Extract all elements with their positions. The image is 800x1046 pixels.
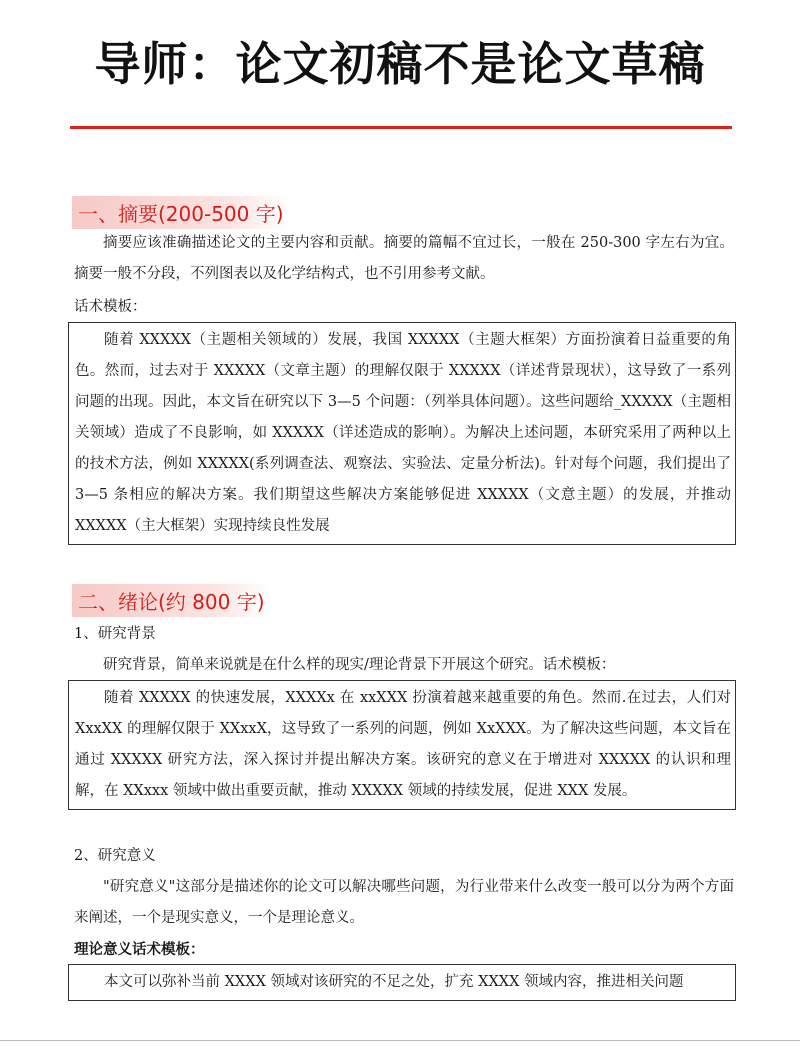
abstract-template-label: 话术模板：: [74, 299, 147, 315]
title-divider: [70, 126, 732, 129]
theory-template-box: 本文可以弥补当前 XXXX 领域对该研究的不足之处，扩充 XXXX 领域内容，推进相关问题: [68, 964, 736, 1001]
page-title: 导师：论文初稿不是论文草稿: [94, 37, 706, 91]
section-heading-abstract: 一、摘要(200-500 字): [72, 196, 290, 229]
background-template-box: 随着 XXXXX 的快速发展，XXXXx 在 xxXXX 扮演着越来越重要的角色。然而.在过去，人们对 XxxXX 的理解仅限于 XXxxX，这导致了一系列的问题，例如 XxXXX。为了解决这些问题，本文旨在通过 XXXXX 研究方法，深入探讨并提出解决方案。该研究的意义在于增进对 XXXXX 的认识和理解，在 XXxxx 领域中做出重要贡献，推动 XXXXX 领域的持续发展，促进 XXX 发展。: [68, 680, 736, 810]
section-heading-introduction: 二、绪论(约 800 字): [72, 584, 271, 617]
page-bottom-edge: [0, 1040, 800, 1041]
background-label: 1、研究背景: [74, 626, 156, 642]
abstract-intro: 摘要应该准确描述论文的主要内容和贡献。摘要的篇幅不宜过长，一般在 250-300 字左右为宜。摘要一般不分段，不列图表以及化学结构式，也不引用参考文献。: [74, 235, 734, 282]
abstract-template-box: 随着 XXXXX（主题相关领域的）发展，我国 XXXXX（主题大框架）方面扮演着日益重要的角色。然而，过去对于 XXXXX（文章主题）的理解仅限于 XXXXX（详述背景现状），这导致了一系列问题的出现。因此，本文旨在研究以下 3—5 个问题：（列举具体问题）。这些问题给_XXXXX（主题相关领域）造成了不良影响，如 XXXXX（详述造成的影响）。为解决上述问题，本研究采用了两种以上的技术方法，例如 XXXXX(系列调查法、观察法、实验法、定量分析法)。针对每个问题，我们提出了 3—5 条相应的解决方案。我们期望这些解决方案能够促进 XXXXX（文意主题）的发展，并推动 XXXXX（主大框架）实现持续良性发展: [68, 322, 736, 545]
background-intro: 研究背景，简单来说就是在什么样的现实/理论背景下开展这个研究。话术模板：: [103, 657, 616, 673]
significance-label: 2、研究意义: [74, 848, 156, 864]
significance-intro: "研究意义"这部分是描述你的论文可以解决哪些问题，为行业带来什么改变一般可以分为两个方面来阐述，一个是现实意义，一个是理论意义。: [74, 879, 734, 926]
theory-template-label: 理论意义话术模板：: [74, 941, 205, 958]
